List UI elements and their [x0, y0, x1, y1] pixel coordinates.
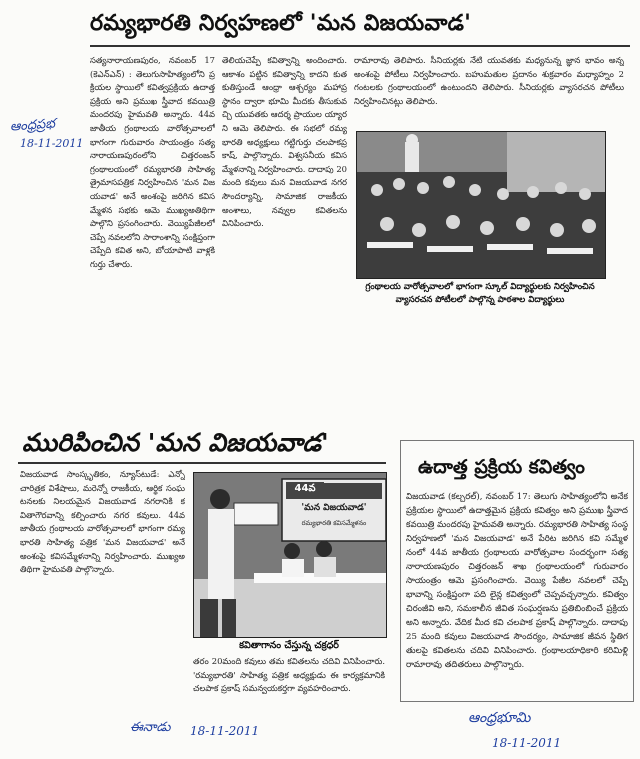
clip2-stage-photo	[193, 472, 387, 638]
stage-banner-title: 'మన విజయవాడ'	[301, 503, 367, 513]
clip2-photo-caption: కవితాగానం చేస్తున్న చక్రధర్	[239, 640, 339, 651]
clip3-body: విజయవాడ (కల్చరల్), నవంబర్ 17: తెలుగు సాహిత్యంలోని అనేక ప్రక్రియల స్థాయిలో ఉదాత్తమైన ప్రక్రియ కవిత్వం అని ప్రముఖ స్త్రీవాద కవయిత్రి మందరపు హైమవతి అన్నారు. రమ్యభారతి సాహిత్య సంస్థ నిర్వహణలో 'మన విజయవాడ' అనే పేరిట జరిగిన కవి సమ్మేళనంలో 44వ జాతీయ గ్రంథాలయ వారోత్సవాల సందర్భంగా సత్యనారాయణపురం చిత్తరంజన్ శాఖ గ్రంథాలయంలో గురువారం సాయంత్రం ఆమె ప్రసంగించారు. వెయ్యి పేజీల నవలలో చెప్పే భావాన్ని సంక్షిప్తంగా పది లైన్ల కవిత్వంలో చెప్పవచ్చన్నారు. కవిత్వం చిరంజీవి అని, సమకాలీన జీవిత సంఘర్షణను ప్రతిబింబించే ప్రక్రియ అని అన్నారు. వేదిక మీద కవి చలపాక ప్రకాష్ పాల్గొన్నారు. దాదాపు 25 మంది కవులు విజయవాడ సౌందర్యం, సామాజిక జీవన స్థితిగతులపై కవితలను చదివి వినిపించారు. గ్రంథాలయాధికారి కరిమిళ్లి రామారావు తదితరులు పాల్గొన్నారు.	[406, 492, 628, 670]
stage-photo-art	[194, 473, 386, 637]
clip1-handwritten-source: ఆంధ్రప్రభ	[9, 116, 56, 135]
clip1-handwritten-date: 18-11-2011	[20, 137, 84, 150]
students-photo-art	[357, 132, 605, 278]
clip1-photo-caption: గ్రంథాలయ వారోత్సవాలలో భాగంగా స్కూల్ విద్యార్థులకు నిర్వహించిన వ్యాసరచన పోటీలలో పాల్గొన్న పాఠశాల విద్యార్థులు	[365, 282, 595, 305]
clip1-headline-rule	[90, 45, 630, 47]
clip3-handwritten-source: ఆంధ్రభూమి	[468, 710, 531, 726]
stage-banner-number: 44వ	[286, 482, 324, 496]
clip2-handwritten-date: 18-11-2011	[190, 724, 260, 738]
clip2-headline-rule	[18, 462, 386, 464]
clip1-students-photo	[356, 131, 606, 279]
clip1-column-3: రామారావు తెలిపారు. సీనియర్లకు నేటి యువతకు మధ్యనున్న జ్ఞాన భావం అన్న అంశంపై పోటీలు నిర్వహించారు. బహుమతుల ప్రదానం శుక్రవారం మధ్యాహ్నం 2 గంటలకు గ్రంథాలయంలో ఉంటుందని తెలిపారు. సీనియర్లకు వ్యాసరచన పోటీలు నిర్వహించినట్లు తెలిపారు.	[354, 55, 624, 106]
clip2-column-1: విజయవాడ సాంస్కృతికం, న్యూస్‌టుడే: ఎన్నో చారిత్రక విశేషాలు, మరెన్నో రాజకీయ, ఆర్థిక సంఘటనలకు నిలయమైన విజయవాడ నగరానికి కవితాగౌరవాన్ని కల్పించారు నగర కవులు. 44వ జాతీయ గ్రంథాలయ వారోత్సవాలలో భాగంగా రమ్యభారతి సాహిత్య పత్రిక 'మన విజయవాడ' అనే అంశంపై కవిసమ్మేళనాన్ని నిర్వహించారు. ముఖ్యఅతిథిగా హైమవతి పాల్గొన్నారు.	[20, 469, 185, 575]
clip1-headline: రమ్యభారతి నిర్వహణలో 'మన విజయవాడ'	[90, 10, 472, 36]
clip2-headline: మురిపించిన 'మన విజయవాడ'	[22, 428, 329, 457]
clip2-handwritten-source: ఈనాడు	[130, 720, 171, 735]
clip2-column-2: తరం 20మంది కవులు తమ కవితలను చదివి వినిపించారు. 'రమ్యభారతి' సాహిత్య పత్రిక అధ్యక్షుడు ఈ కార్యక్రమానికి చలపాక ప్రకాష్ సమన్వయకర్తగా వ్యవహరించారు.	[193, 656, 385, 694]
clip3-headline: ఉదాత్త ప్రక్రియ కవిత్వం	[418, 456, 585, 478]
stage-banner-subtitle: రమ్యభారతి కవిసమ్మేళనం	[301, 519, 367, 527]
clip1-column-2: తెలియచెప్పే కవిత్వాన్ని అందించారు. ఆకాశం పట్టిన కవిత్వాన్ని కాదని కుతకుతిస్తుండే ఆంధ్రా ఆశ్చర్యం మహాప్రస్థానం ద్వారా భూమి మీదకు తీసుకువచ్చి యువతకు ఆదర్శ ప్రాయుల య్యారని ఆమె తెలిపారు. ఈ సభలో రమ్యభారతి అధ్యక్షులు గట్టిగుర్తు చలపాకప్రకాష్, పాల్గొన్నారు. విశ్వసనీయ కవిసమ్మేళనాన్ని నిర్వహించారు. దాదాపు 20 మంది కవులు మన విజయవాడ నగర సౌందర్యాన్ని, సామాజిక రాజకీయ అంశాలు, నవ్వుల కవితలను వినిపించారు.	[222, 55, 347, 229]
clip3-handwritten-date: 18-11-2011	[492, 736, 562, 750]
clip1-column-1: సత్యనారాయణపురం, నవంబర్ 17 (కెఎన్ఎన్) : తెలుగుసాహిత్యంలోని ప్రక్రియల స్థాయిలో కవిత్వప్రక్రియ ఉదాత్త ప్రక్రియ అని ప్రముఖ స్త్రీవాద కవయిత్రి మందరపు హైమవతి అన్నారు. 44వ జాతీయ గ్రంథాలయ వారోత్సవాలలో భాగంగా గురువారం సాయంత్రం సత్యనారాయణపురంలోని చిత్తరంజన్ గ్రంథాలయంలో రమ్యభారతి సాహిత్య త్రైమాసపత్రిక నిర్వహించిన 'మన విజయవాడ' అనే అంశంపై జరిగిన కవిసమ్మేళన సభకు ఆమె ముఖ్యఅతిథిగా పాల్గొని ప్రసంగించారు. వెయ్యిపేజీలలో చెప్పే నవలలోని సారాంశాన్ని సంక్షిప్తంగా చెప్పేది కవిత అని, బోయాపాటి వాళ్లకి గుర్తు చేశారు.	[90, 55, 215, 269]
